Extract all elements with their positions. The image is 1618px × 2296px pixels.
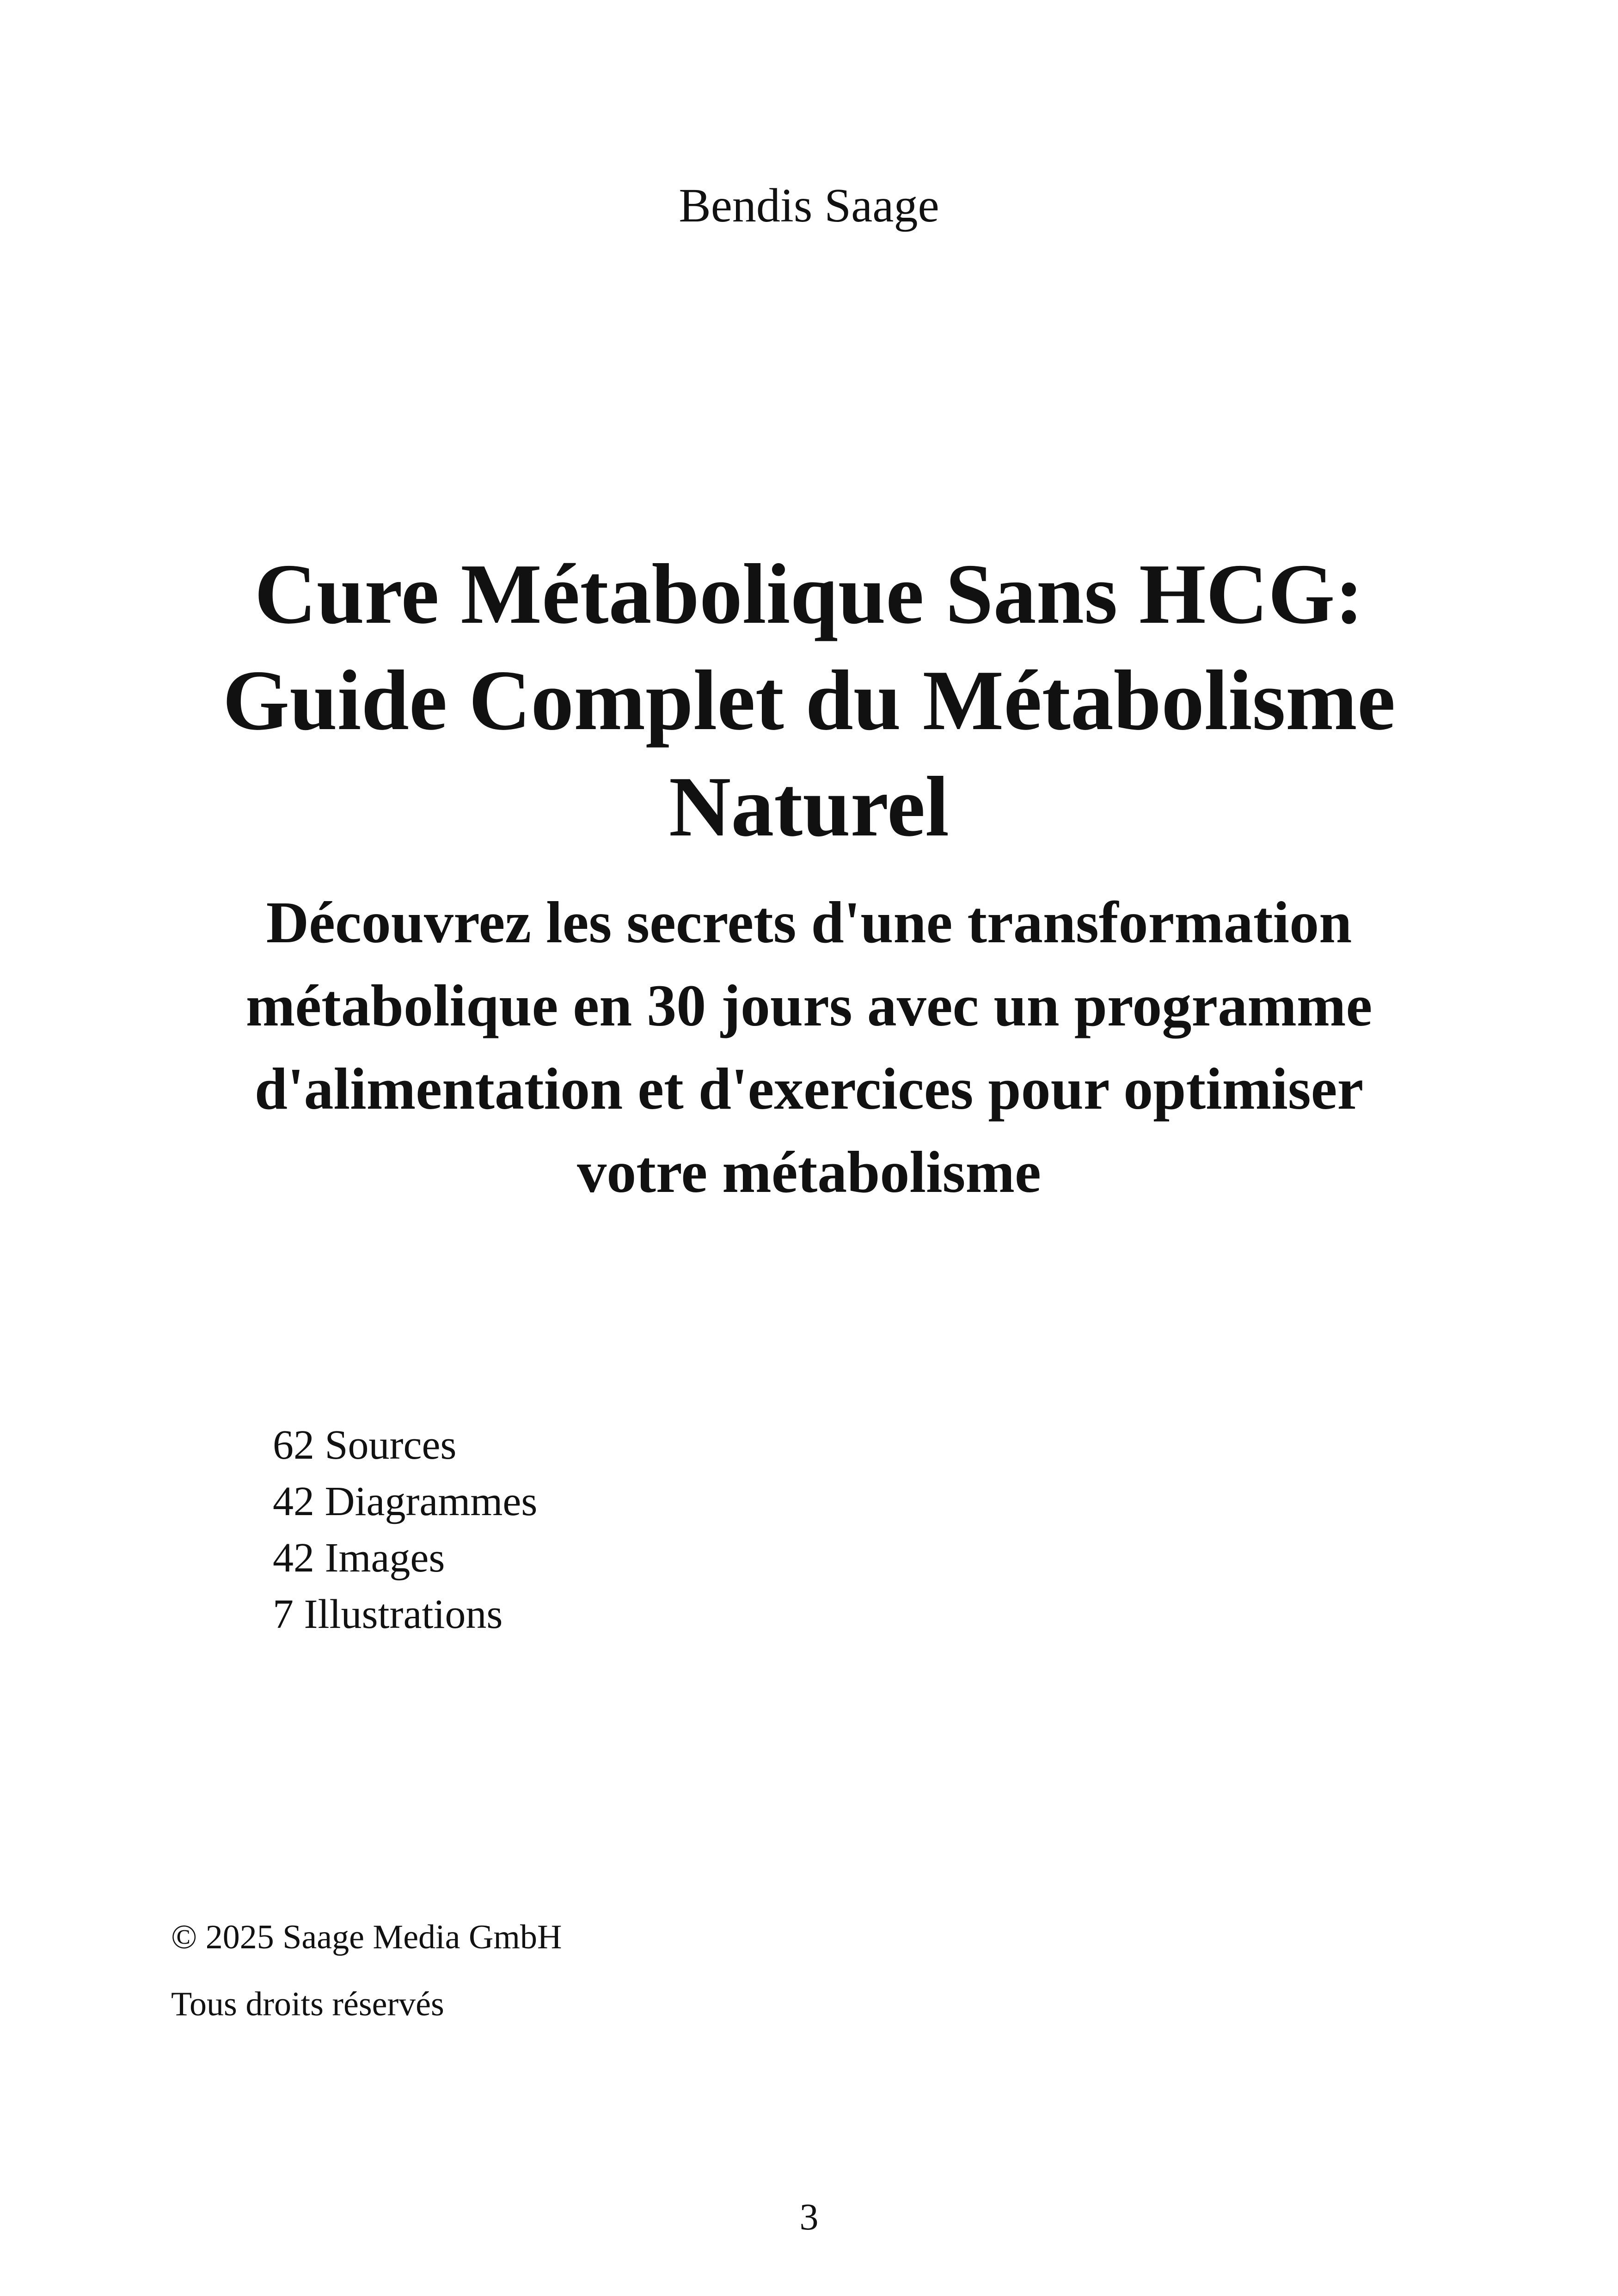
copyright-notice: © 2025 Saage Media GmbH bbox=[171, 1918, 562, 1956]
rights-notice: Tous droits réservés bbox=[171, 1985, 444, 2023]
book-title bbox=[139, 541, 1479, 860]
stat-images: 42 Images bbox=[273, 1535, 445, 1581]
stat-diagrams: 42 Diagrammes bbox=[273, 1479, 538, 1524]
stat-illustrations: 7 Illustrations bbox=[273, 1591, 503, 1637]
subtitle-line: votre métabolisme bbox=[577, 1139, 1041, 1205]
subtitle-line: d'alimentation et d'exercices pour optimiser bbox=[254, 1056, 1364, 1122]
author-name: Bendis Saage bbox=[679, 179, 939, 232]
content-stats-list bbox=[273, 1417, 1012, 1643]
stat-sources: 62 Sources bbox=[273, 1422, 457, 1468]
book-subtitle bbox=[139, 881, 1479, 1214]
subtitle-line: Découvrez les secrets d'une transformation bbox=[266, 890, 1352, 955]
title-line: Naturel bbox=[668, 759, 950, 854]
title-line: Guide Complet du Métabolisme bbox=[222, 653, 1396, 748]
subtitle-line: métabolique en 30 jours avec un programme bbox=[245, 973, 1373, 1038]
title-line: Cure Métabolique Sans HCG: bbox=[254, 546, 1364, 642]
page-number: 3 bbox=[799, 2196, 819, 2238]
